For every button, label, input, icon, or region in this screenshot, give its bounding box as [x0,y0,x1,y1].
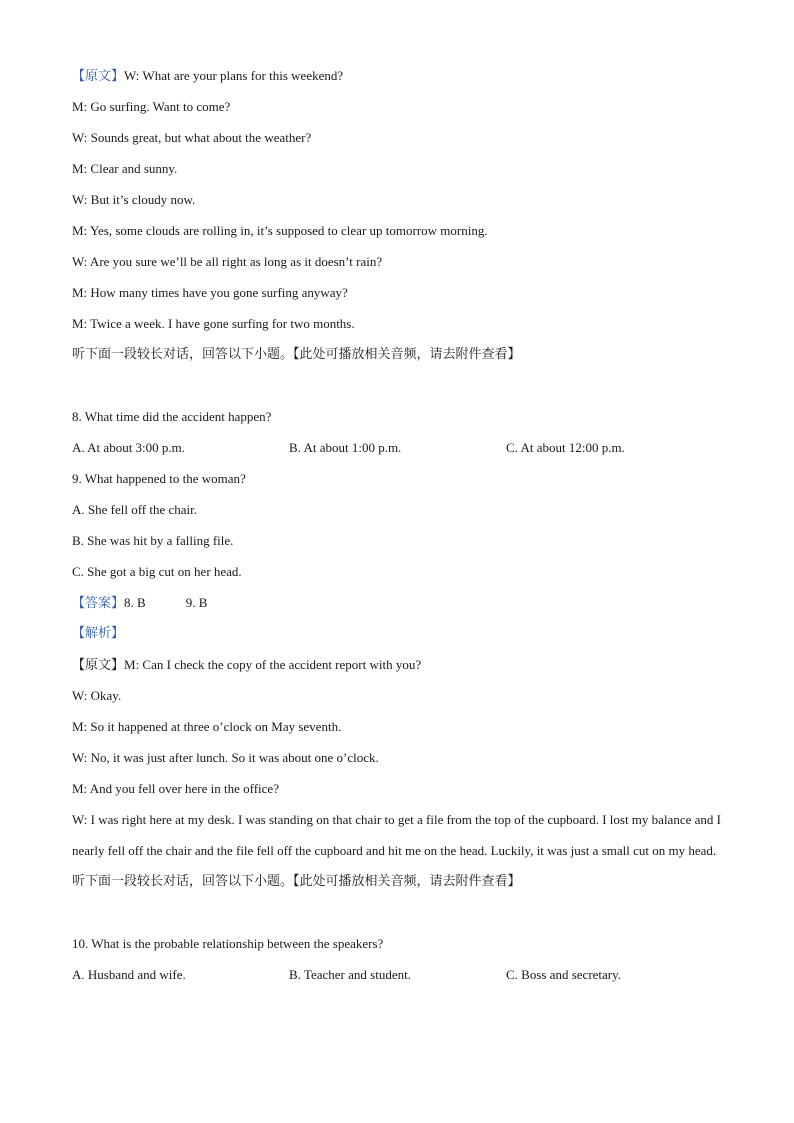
analysis-tag: 【解析】 [72,626,125,641]
transcript-1-line-6: M: Yes, some clouds are rolling in, it’s supposed to clear up tomorrow morning. [72,223,488,238]
transcript-1-line-3: W: Sounds great, but what about the weather? [72,130,312,145]
answer-line [72,587,722,618]
transcript-1-line-1: 【原文】W: What are your plans for this weekend? [72,68,344,84]
transcript-1-line-9: M: Twice a week. I have gone surfing for two months. [72,316,355,331]
listening-instruction: 听下面一段较长对话，回答以下小题。【此处可播放相关音频，请去附件查看】 [72,347,521,362]
listening-instruction: 听下面一段较长对话，回答以下小题。【此处可播放相关音频，请去附件查看】 [72,874,521,889]
option-b: B. She was hit by a falling file. [72,533,234,548]
transcript-2-line-6: W: I was right here at my desk. I was standing on that chair to get a file from the top of the cupboard. I lost my balance and I nearly fell off the chair and the file fell off the cupboard and hit me on the head. Luckily, it was just a small cut on my head. [72,812,721,858]
option-a: A. At about 3:00 p.m. [72,440,186,455]
transcript-2-line-1: 【原文】M: Can I check the copy of the accident report with you? [72,657,422,673]
option-a: A. Husband and wife. [72,967,186,982]
transcript-1-line-8: M: How many times have you gone surfing anyway? [72,285,348,300]
transcript-1-line-5: W: But it’s cloudy now. [72,192,196,207]
answer-9: 9. B [185,595,208,610]
question-9: 9. What happened to the woman? [72,471,246,486]
transcript-2-line-2: W: Okay. [72,688,122,703]
question-8-options [72,432,722,463]
transcript-2-line-5: M: And you fell over here in the office? [72,781,279,796]
question-10-options [72,959,722,990]
option-b: B. Teacher and student. [289,967,411,982]
option-c: C. At about 12:00 p.m. [506,440,625,455]
option-c: C. She got a big cut on her head. [72,564,242,579]
question-10: 10. What is the probable relationship between the speakers? [72,936,384,951]
transcript-1-line-4: M: Clear and sunny. [72,161,178,176]
answer-8: 8. B [124,595,146,610]
option-a: A. She fell off the chair. [72,502,198,517]
transcript-1-line-7: W: Are you sure we’ll be all right as long as it doesn’t rain? [72,254,383,269]
question-8: 8. What time did the accident happen? [72,409,272,424]
transcript-tag: 【原文】 [72,658,125,673]
transcript-tag: 【原文】 [72,69,125,84]
option-c: C. Boss and secretary. [506,967,622,982]
spacer [72,897,722,928]
spacer [72,370,722,401]
transcript-2-line-4: W: No, it was just after lunch. So it was about one o’clock. [72,750,379,765]
transcript-1-line-2: M: Go surfing. Want to come? [72,99,231,114]
option-b: B. At about 1:00 p.m. [289,440,402,455]
document-page [72,60,722,990]
answer-tag: 【答案】 [72,596,125,611]
transcript-2-line-3: M: So it happened at three o’clock on May seventh. [72,719,342,734]
